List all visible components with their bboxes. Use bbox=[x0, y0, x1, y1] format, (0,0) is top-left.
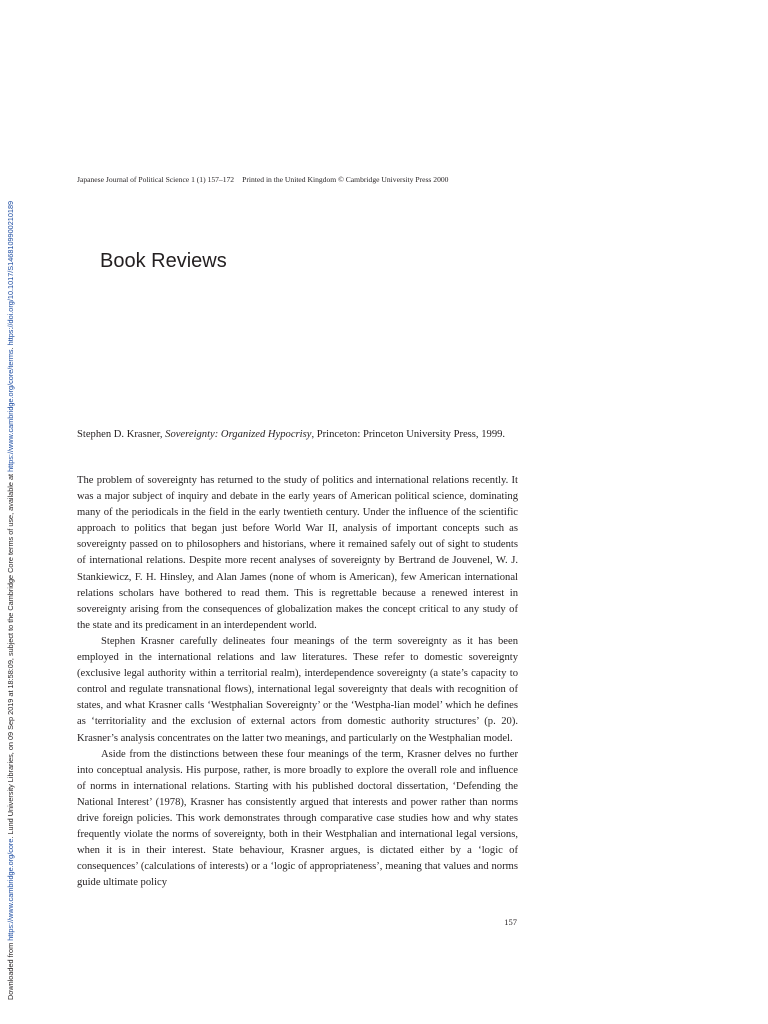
book-citation bbox=[77, 427, 518, 443]
paragraph-2: Stephen Krasner carefully delineates four meanings of the term sovereignty as it has been employed in the international relations and law literatures. These refer to domestic sovereignty (exclusive legal authority within a territorial realm), interdependence sovereignty (a state’s capacity to control and regulate transnational flows), international legal sovereignty that deals with recognition of states, and what Krasner calls ‘Westphalian Sovereignty’ or the ‘Westpha-lian model’ which he defines as ‘territoriality and the exclusion of external actors from domestic authority structures’ (p. 20). Krasner’s analysis concentrates on the latter two meanings, and particularly on the Westphalian model. bbox=[77, 635, 518, 744]
download-notice-middle: . Lund University Libraries, on 09 Sep 2019 at 18:58:09, subject to the Cambridge Core terms of use, available at bbox=[6, 471, 15, 839]
download-notice-prefix: Downloaded from bbox=[6, 940, 15, 1000]
printed-notice: Printed in the United Kingdom © Cambridge University Press 2000 bbox=[242, 175, 449, 184]
running-head bbox=[77, 174, 517, 186]
download-notice-suffix: . bbox=[6, 345, 15, 350]
download-notice bbox=[4, 90, 18, 1000]
book-author: Stephen D. Krasner, bbox=[77, 429, 166, 440]
journal-citation: Japanese Journal of Political Science 1 (1) 157–172 bbox=[77, 175, 235, 184]
review-body bbox=[77, 473, 518, 891]
cambridge-terms-link[interactable]: https://www.cambridge.org/core/terms bbox=[6, 349, 15, 472]
paragraph-3: Aside from the distinctions between these four meanings of the term, Krasner delves no further into conceptual analysis. His purpose, rather, is more broadly to explore the overall role and influence of norms in international relations. Starting with his published doctoral dissertation, ‘Defending the National Interest’ (1978), Krasner has consistently argued that interests and power rather than norms drive foreign policies. This work demonstrates through comparative case studies how and why states frequently violate the norms of sovereignty, both in their Westphalian and international legal versions, when it is in their interest. State behaviour, Krasner argues, is dictated either by a ‘logic of consequences’ (calculations of interests) or a ‘logic of appropriateness’, meaning that values and norms guide ultimate policy bbox=[77, 748, 518, 889]
doi-link[interactable]: https://doi.org/10.1017/S1468109900210189 bbox=[6, 200, 15, 346]
book-title: Sovereignty: Organized Hypocrisy bbox=[165, 429, 312, 440]
book-publisher: , Princeton: Princeton University Press, 1999. bbox=[311, 429, 506, 440]
page-number: 157 bbox=[504, 917, 517, 927]
paragraph-1: The problem of sovereignty has returned to the study of politics and international relations recently. It was a major subject of inquiry and debate in the early years of American political science, dominating many of the periodicals in the field in the early twentieth century. Under the influence of the scientific approach to politics that began just before World War II, analysis of important concepts such as sovereignty passed on to philosophers and historians, where it remained safely out of sight to students of international relations. Despite more recent analyses of sovereignty by Bertrand de Jouvenel, W. J. Stankiewicz, F. H. Hinsley, and Alan James (none of whom is American), few American international relations scholars have bothered to read them. This is regrettable because a renewed interest in sovereignty arising from the consequences of globalization makes the concept critical to any study of the state and its predicament in an interdependent world. bbox=[77, 475, 518, 631]
section-title: Book Reviews bbox=[100, 250, 227, 272]
cambridge-core-link[interactable]: https://www.cambridge.org/core bbox=[6, 838, 15, 941]
